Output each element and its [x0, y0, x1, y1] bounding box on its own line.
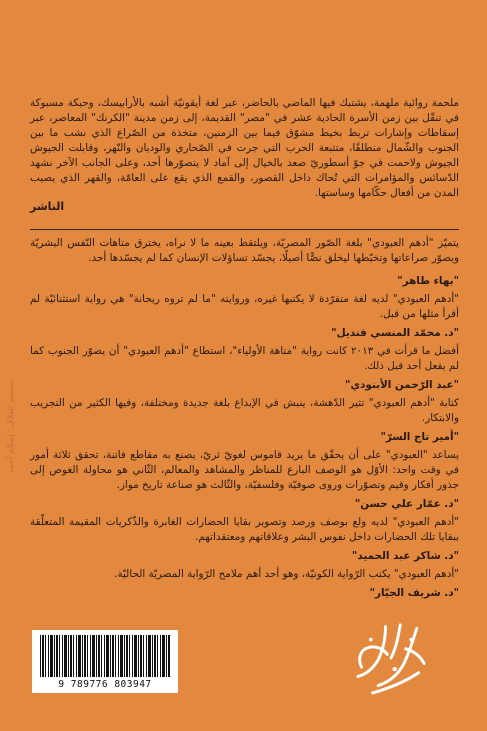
- review-author: "بهاء طاهر": [397, 275, 459, 287]
- calligraphy-logo-icon: [345, 612, 437, 704]
- isbn-barcode: [32, 630, 178, 693]
- publisher-signature: الناشر: [30, 200, 65, 213]
- review-author: "أمير تاج السرّ": [380, 431, 459, 443]
- review-author: "د. محمّد المنسي قنديل": [331, 327, 459, 339]
- reviews-section: [30, 236, 459, 604]
- isbn-number: 9 789776 803947: [58, 679, 152, 690]
- review-quote: "أدهم العبودي" لديه لغة متفرّدة لا يكتبها غيره، وروايته "ما لم تروه ريحانة" هي رواية استثنائيّة لم أقرأ مثلها من قبل.: [30, 293, 459, 320]
- review-quote: أفضل ما قرأت في ٢٠١٣ كانت رواية "متاهة الأولياء"، استطاع "أدهم العبودي" أن يصوّر الجنوب كما لم يفعل أحد قبل ذلك.: [30, 345, 459, 372]
- synopsis-section: [30, 96, 459, 225]
- review-quote: "أدهم العبودي" يكتب الرّواية الكونيّة، وهو أحد أهم ملامح الرّواية المصريّة الحاليّة.: [114, 568, 459, 580]
- review-author: "د. شريف الجيّار": [369, 587, 459, 599]
- barcode-bars: [40, 635, 170, 677]
- review-author: "د. عمّار علي حسن": [354, 498, 459, 510]
- review-quote: يساعد "العبودي" على أن يحقّق ما يريد قاموس لغويّ ثريّ، يصنع به مقاطع فاتنة، تحقق ثلاثة أمور في وقت واحد: الأوّل هو الوصف البارع للمناظر والمشاهد والمعالم، الثّاني هو محاولة الغوص إلى جذور أفكار وقيم وتصوّرات وروى صوفيّة وفلسفيّة، والثّالث هو صناعة تاريخ مواز.: [30, 449, 459, 491]
- review-quote: "أدهم العبودي" لديه ولع بوصف ورصد وتصوير بقايا الحضارات الغابرة والذّكريات المقيمة المتعلّقة ببقايا تلك الحضارات داخل نفوس البشر وعلاقاتهم ومعتقداتهم.: [30, 516, 459, 543]
- cover-design-credit: تصميم الغلاف: إسلام أحمد: [6, 380, 16, 474]
- synopsis-paragraph: ملحمة روائية ملهمة، يشتبك فيها الماضي بالحاضر، عبر لغة أيقونيّة أشبه بالأرابيسك، وحبكة مسبوكة في تنقّل بين زمن الأسرة الحادية عشر في "مصر" القديمة، إلى زمن مدينة "الكرنك" المعاصر، عبر إسقاطات وإشارات تربط بخيط مشوّق فيما بين الزمنين، متخذة من الصّراع الذي نشب ما بين الجنوب والشّمال منطلقًا، متتبعة الحرب التي جرت في الصّحاري والوديان والنّهر، وقابلت الجيوش الجيوش ولاحمت في جوّ أسطوريّ صعد بالخيال إلى آماد لا يتصوّرها أحد، وعلى الجانب الآخر نشهد الدّسائس والمؤامرات التي تُحاك داخل القصور، والقمع الذي يقع على العامّة، والقهر الذي يصيب المدن من أفعال حكّامها وساستها.: [30, 97, 459, 199]
- review-lead: يتميّز "أدهم العبودي" بلغة الصّور المصريّة، ويلتقط بعينه ما لا نراه، يخترق متاهات النّفس البشريّة ويصوّر صراعاتها وتخبّطها ليخلق نصًّا أصيلًا، يجسّد تساؤلات الإنسان كما لم يجسّدها أحد.: [30, 237, 459, 264]
- review-author: "د. شاكر عبد الحميد": [351, 550, 459, 562]
- section-divider: [30, 229, 459, 230]
- review-quote: كتابة "أدهم العبودي" تثير الدّهشة، ينبش في الإبداع بلغة جديدة ومختلفة، وفيها الكثير من التجريب والابتكار.: [30, 397, 459, 424]
- review-author: "عبد الرّحمن الأبنودي": [345, 379, 459, 391]
